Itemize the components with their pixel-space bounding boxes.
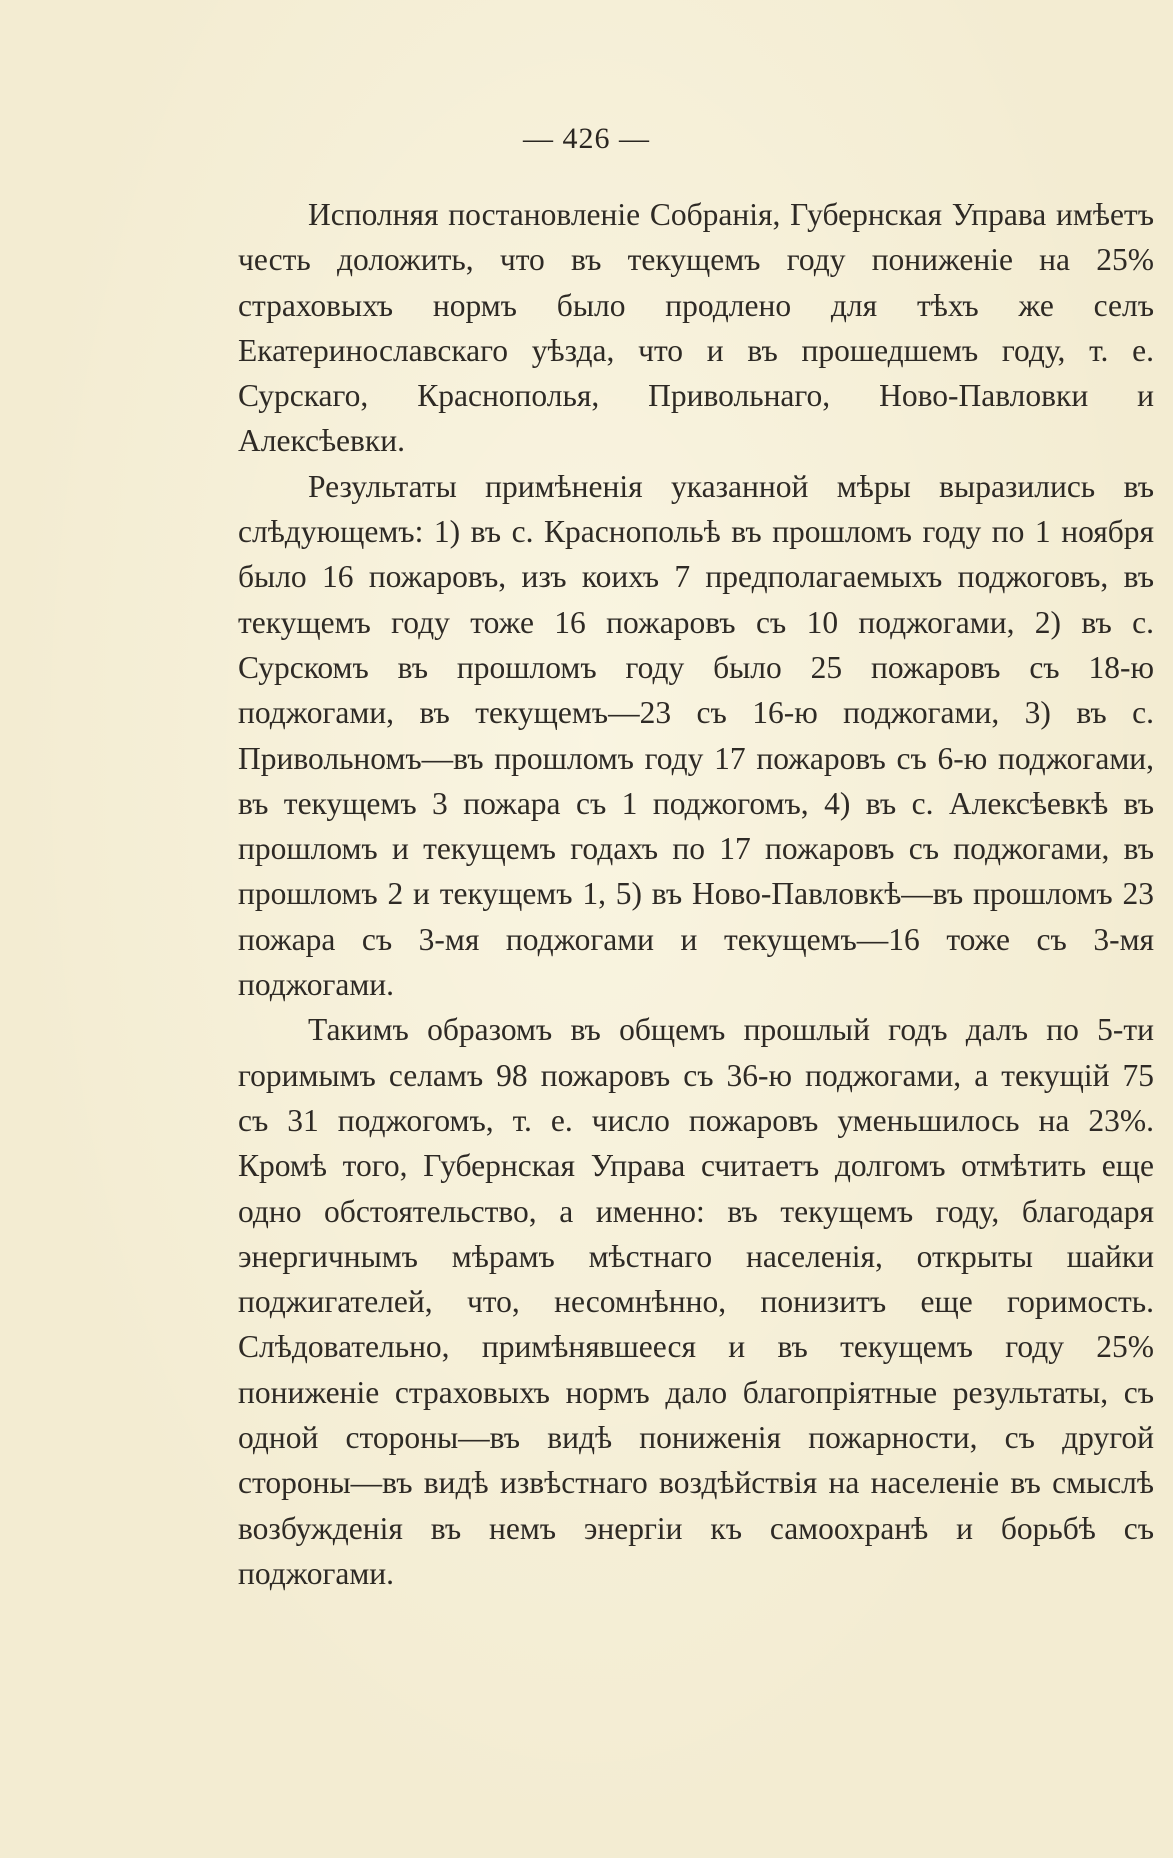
paragraph-2: Результаты примѣненія указанной мѣры выразились въ слѣдующемъ: 1) въ с. Краснопольѣ въ прошломъ году по 1 ноября было 16 пожаровъ, изъ коихъ 7 предполагаемыхъ поджоговъ, въ текущемъ году тоже 16 пожаровъ съ 10 поджогами, 2) въ с. Сурскомъ въ прошломъ году было 25 пожаровъ съ 18-ю поджогами, въ текущемъ—23 съ 16-ю поджогами, 3) въ с. Привольномъ—въ прошломъ году 17 пожаровъ съ 6-ю поджогами, въ текущемъ 3 пожара съ 1 поджогомъ, 4) въ с. Алексѣевкѣ въ прошломъ и текущемъ годахъ по 17 пожаровъ съ поджогами, въ прошломъ 2 и текущемъ 1, 5) въ Ново-Павловкѣ—въ прошломъ 23 пожара съ 3-мя поджогами и текущемъ—16 тоже съ 3-мя поджогами. (238, 468, 1154, 1003)
body-text (238, 192, 1154, 1596)
paragraph-1: Исполняя постановленіе Собранія, Губернская Управа имѣетъ честь доложить, что въ текущемъ году пониженіе на 25% страховыхъ нормъ было продлено для тѣхъ же селъ Екатеринославскаго уѣзда, что и въ прошедшемъ году, т. е. Сурскаго, Краснополья, Привольнаго, Ново-Павловки и Алексѣевки. (238, 197, 1154, 459)
paragraph-3: Такимъ образомъ въ общемъ прошлый годъ далъ по 5-ти горимымъ селамъ 98 пожаровъ съ 36-ю поджогами, а текущій 75 съ 31 поджогомъ, т. е. число пожаровъ уменьшилось на 23%. Кромѣ того, Губернская Управа считаетъ долгомъ отмѣтить еще одно обстоятельство, а именно: въ текущемъ году, благодаря энергичнымъ мѣрамъ мѣстнаго населенія, открыты шайки поджигателей, что, несомнѣнно, понизитъ еще горимость. Слѣдовательно, примѣнявшееся и въ текущемъ году 25% пониженіе страховыхъ нормъ дало благопріятные результаты, съ одной стороны—въ видѣ пониженія пожарности, съ другой стороны—въ видѣ извѣстнаго воздѣйствія на населеніе въ смыслѣ возбужденія въ немъ энергіи къ самоохранѣ и борьбѣ съ поджогами. (238, 1012, 1154, 1591)
page-number: — 426 — (523, 122, 650, 155)
